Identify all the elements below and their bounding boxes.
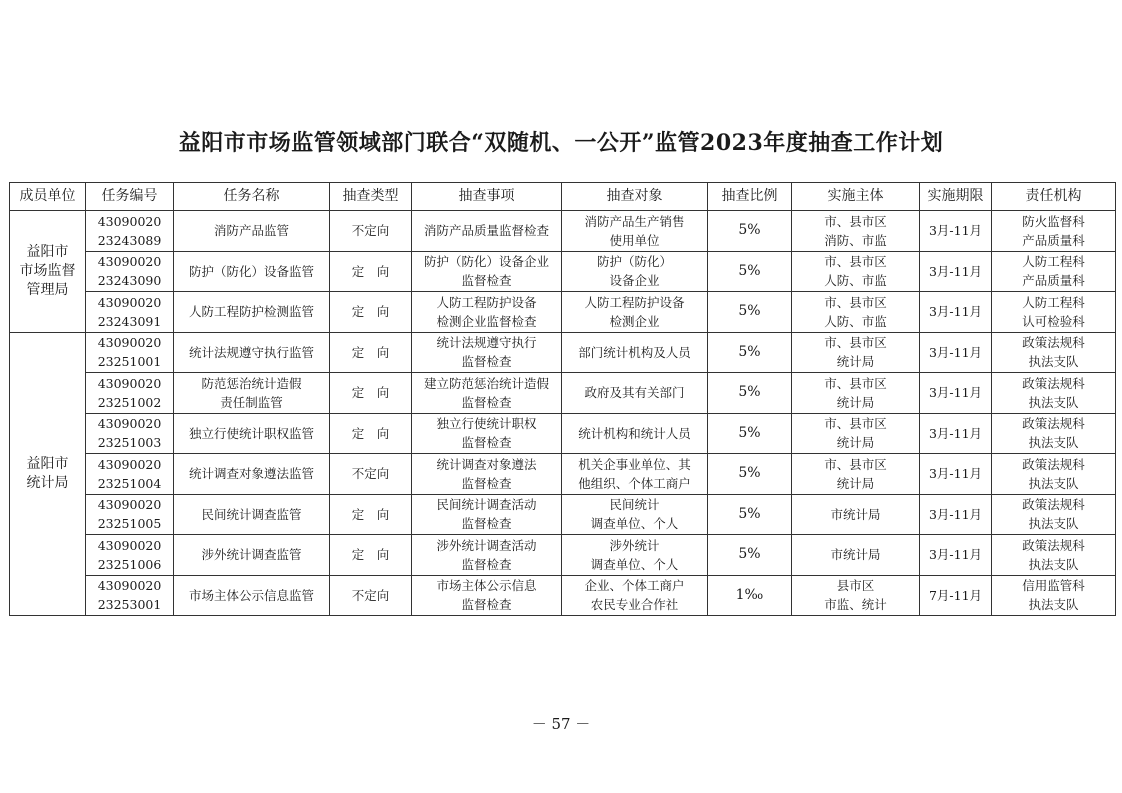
task-code-cell: 43090020 23251004 bbox=[86, 454, 174, 495]
table-row bbox=[10, 251, 1116, 292]
inspection-item-cell: 建立防范惩治统计造假 监督检查 bbox=[412, 373, 562, 414]
period-cell: 3月-11月 bbox=[920, 535, 992, 576]
task-code-cell: 43090020 23251001 bbox=[86, 332, 174, 373]
responsible-org-cell: 政策法规科 执法支队 bbox=[992, 494, 1116, 535]
col-header-type: 抽查类型 bbox=[330, 183, 412, 211]
document-title: 益阳市市场监管领域部门联合“双随机、一公开”监管2023年度抽查工作计划 bbox=[178, 130, 944, 156]
task-name-cell: 涉外统计调查监管 bbox=[174, 535, 330, 576]
inspection-item-cell: 消防产品质量监督检查 bbox=[412, 211, 562, 252]
col-header-code: 任务编号 bbox=[86, 183, 174, 211]
implementing-subject-cell: 市统计局 bbox=[792, 535, 920, 576]
inspection-type-cell: 定 向 bbox=[330, 251, 412, 292]
inspection-ratio-cell: 5% bbox=[708, 332, 792, 373]
inspection-item-cell: 统计调查对象遵法 监督检查 bbox=[412, 454, 562, 495]
table-row bbox=[10, 454, 1116, 495]
task-name-cell: 市场主体公示信息监管 bbox=[174, 575, 330, 616]
inspection-ratio-cell: 5% bbox=[708, 535, 792, 576]
inspection-plan-table bbox=[9, 182, 1116, 616]
period-cell: 3月-11月 bbox=[920, 251, 992, 292]
col-header-unit: 成员单位 bbox=[10, 183, 86, 211]
task-name-cell: 消防产品监管 bbox=[174, 211, 330, 252]
inspection-ratio-cell: 5% bbox=[708, 454, 792, 495]
period-cell: 3月-11月 bbox=[920, 332, 992, 373]
inspection-type-cell: 不定向 bbox=[330, 454, 412, 495]
table-row bbox=[10, 332, 1116, 373]
implementing-subject-cell: 市统计局 bbox=[792, 494, 920, 535]
responsible-org-cell: 信用监管科 执法支队 bbox=[992, 575, 1116, 616]
task-code-cell: 43090020 23251002 bbox=[86, 373, 174, 414]
responsible-org-cell: 防火监督科 产品质量科 bbox=[992, 211, 1116, 252]
inspection-type-cell: 定 向 bbox=[330, 494, 412, 535]
implementing-subject-cell: 市、县市区 统计局 bbox=[792, 413, 920, 454]
implementing-subject-cell: 市、县市区 统计局 bbox=[792, 332, 920, 373]
inspection-type-cell: 不定向 bbox=[330, 575, 412, 616]
period-cell: 3月-11月 bbox=[920, 454, 992, 495]
inspection-target-cell: 统计机构和统计人员 bbox=[562, 413, 708, 454]
task-code-cell: 43090020 23251003 bbox=[86, 413, 174, 454]
inspection-item-cell: 独立行使统计职权 监督检查 bbox=[412, 413, 562, 454]
inspection-type-cell: 定 向 bbox=[330, 535, 412, 576]
table-row bbox=[10, 211, 1116, 252]
responsible-org-cell: 政策法规科 执法支队 bbox=[992, 454, 1116, 495]
page-number: － 57 － bbox=[531, 715, 591, 733]
inspection-item-cell: 涉外统计调查活动 监督检查 bbox=[412, 535, 562, 576]
inspection-item-cell: 人防工程防护设备 检测企业监督检查 bbox=[412, 292, 562, 333]
member-unit-cell: 益阳市 市场监督 管理局 bbox=[10, 211, 86, 333]
period-cell: 3月-11月 bbox=[920, 413, 992, 454]
col-header-ratio: 抽查比例 bbox=[708, 183, 792, 211]
table-row bbox=[10, 373, 1116, 414]
member-unit-cell: 益阳市 统计局 bbox=[10, 332, 86, 616]
implementing-subject-cell: 市、县市区 人防、市监 bbox=[792, 251, 920, 292]
task-name-cell: 人防工程防护检测监管 bbox=[174, 292, 330, 333]
inspection-target-cell: 政府及其有关部门 bbox=[562, 373, 708, 414]
col-header-name: 任务名称 bbox=[174, 183, 330, 211]
implementing-subject-cell: 市、县市区 统计局 bbox=[792, 373, 920, 414]
task-name-cell: 统计法规遵守执行监管 bbox=[174, 332, 330, 373]
implementing-subject-cell: 县市区 市监、统计 bbox=[792, 575, 920, 616]
col-header-org: 责任机构 bbox=[992, 183, 1116, 211]
col-header-target: 抽查对象 bbox=[562, 183, 708, 211]
inspection-target-cell: 消防产品生产销售 使用单位 bbox=[562, 211, 708, 252]
task-name-cell: 独立行使统计职权监管 bbox=[174, 413, 330, 454]
inspection-ratio-cell: 1‰ bbox=[708, 575, 792, 616]
col-header-item: 抽查事项 bbox=[412, 183, 562, 211]
responsible-org-cell: 政策法规科 执法支队 bbox=[992, 373, 1116, 414]
table-row bbox=[10, 575, 1116, 616]
implementing-subject-cell: 市、县市区 统计局 bbox=[792, 454, 920, 495]
table-row bbox=[10, 413, 1116, 454]
task-code-cell: 43090020 23243090 bbox=[86, 251, 174, 292]
period-cell: 3月-11月 bbox=[920, 292, 992, 333]
task-code-cell: 43090020 23243091 bbox=[86, 292, 174, 333]
task-code-cell: 43090020 23253001 bbox=[86, 575, 174, 616]
inspection-target-cell: 部门统计机构及人员 bbox=[562, 332, 708, 373]
task-code-cell: 43090020 23243089 bbox=[86, 211, 174, 252]
inspection-target-cell: 机关企事业单位、其 他组织、个体工商户 bbox=[562, 454, 708, 495]
period-cell: 3月-11月 bbox=[920, 211, 992, 252]
inspection-item-cell: 民间统计调查活动 监督检查 bbox=[412, 494, 562, 535]
task-name-cell: 防护（防化）设备监管 bbox=[174, 251, 330, 292]
responsible-org-cell: 人防工程科 产品质量科 bbox=[992, 251, 1116, 292]
inspection-type-cell: 定 向 bbox=[330, 292, 412, 333]
inspection-ratio-cell: 5% bbox=[708, 413, 792, 454]
inspection-ratio-cell: 5% bbox=[708, 494, 792, 535]
period-cell: 3月-11月 bbox=[920, 373, 992, 414]
task-name-cell: 防范惩治统计造假 责任制监管 bbox=[174, 373, 330, 414]
inspection-type-cell: 定 向 bbox=[330, 373, 412, 414]
task-code-cell: 43090020 23251006 bbox=[86, 535, 174, 576]
task-name-cell: 统计调查对象遵法监管 bbox=[174, 454, 330, 495]
inspection-type-cell: 定 向 bbox=[330, 332, 412, 373]
implementing-subject-cell: 市、县市区 消防、市监 bbox=[792, 211, 920, 252]
responsible-org-cell: 政策法规科 执法支队 bbox=[992, 332, 1116, 373]
inspection-item-cell: 统计法规遵守执行 监督检查 bbox=[412, 332, 562, 373]
inspection-target-cell: 人防工程防护设备 检测企业 bbox=[562, 292, 708, 333]
task-name-cell: 民间统计调查监管 bbox=[174, 494, 330, 535]
table-header-row bbox=[10, 183, 1116, 211]
inspection-target-cell: 民间统计 调查单位、个人 bbox=[562, 494, 708, 535]
inspection-type-cell: 定 向 bbox=[330, 413, 412, 454]
responsible-org-cell: 政策法规科 执法支队 bbox=[992, 535, 1116, 576]
inspection-ratio-cell: 5% bbox=[708, 251, 792, 292]
period-cell: 7月-11月 bbox=[920, 575, 992, 616]
inspection-target-cell: 企业、个体工商户 农民专业合作社 bbox=[562, 575, 708, 616]
implementing-subject-cell: 市、县市区 人防、市监 bbox=[792, 292, 920, 333]
inspection-ratio-cell: 5% bbox=[708, 211, 792, 252]
col-header-subject: 实施主体 bbox=[792, 183, 920, 211]
inspection-target-cell: 涉外统计 调查单位、个人 bbox=[562, 535, 708, 576]
inspection-type-cell: 不定向 bbox=[330, 211, 412, 252]
period-cell: 3月-11月 bbox=[920, 494, 992, 535]
inspection-target-cell: 防护（防化） 设备企业 bbox=[562, 251, 708, 292]
table-row bbox=[10, 292, 1116, 333]
table-row bbox=[10, 535, 1116, 576]
task-code-cell: 43090020 23251005 bbox=[86, 494, 174, 535]
responsible-org-cell: 政策法规科 执法支队 bbox=[992, 413, 1116, 454]
col-header-period: 实施期限 bbox=[920, 183, 992, 211]
inspection-ratio-cell: 5% bbox=[708, 292, 792, 333]
table-row bbox=[10, 494, 1116, 535]
responsible-org-cell: 人防工程科 认可检验科 bbox=[992, 292, 1116, 333]
inspection-ratio-cell: 5% bbox=[708, 373, 792, 414]
inspection-item-cell: 防护（防化）设备企业 监督检查 bbox=[412, 251, 562, 292]
inspection-item-cell: 市场主体公示信息 监督检查 bbox=[412, 575, 562, 616]
